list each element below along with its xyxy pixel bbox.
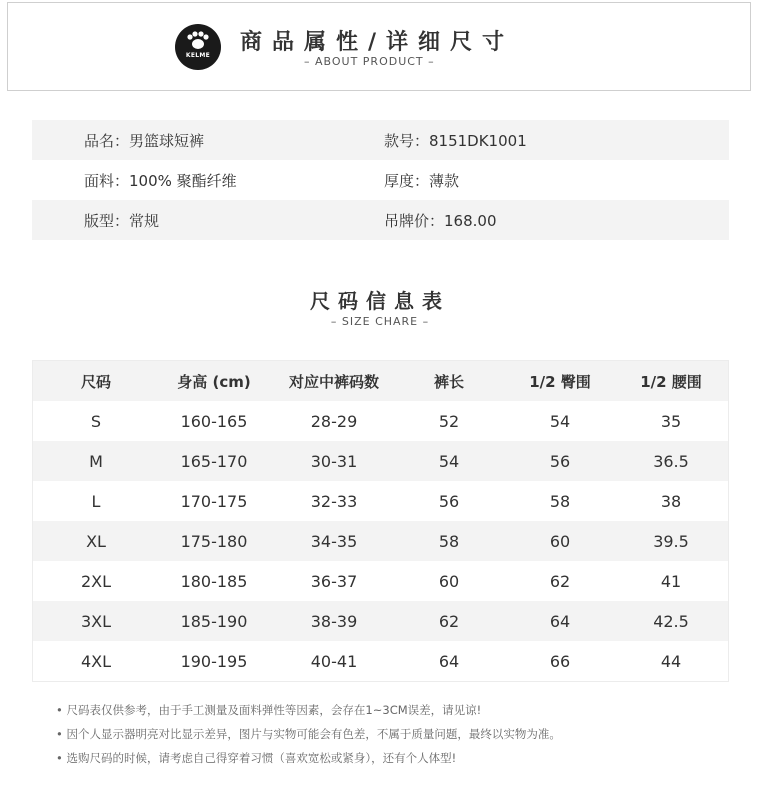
header-cell: 身高 (cm) [177,372,251,391]
header-section [7,2,751,91]
info-row [32,160,729,200]
info-row [32,200,729,240]
table-cell: 36-37 [310,571,358,591]
table-row [33,401,728,441]
table-cell: 58 [438,531,460,551]
product-fabric: 面料：100% 聚酯纤维 [84,171,237,190]
paw-icon [175,24,221,70]
table-cell: 32-33 [310,491,358,511]
header-cell: 尺码 [80,372,111,391]
header-cell: 裤长 [433,372,464,391]
size-chart-table [32,360,729,682]
table-row [33,481,728,521]
table-cell: 2XL [80,571,112,591]
table-cell: 38 [660,491,682,511]
table-cell: 30-31 [310,451,358,471]
table-cell: 44 [660,651,682,671]
table-cell: 3XL [80,611,112,631]
info-row [32,120,729,160]
table-cell: 34-35 [310,531,358,551]
product-fit: 版型：常规 [84,211,160,230]
kelme-logo [175,24,221,70]
note-item: • 因个人显示器明亮对比显示差异，图片与实物可能会有色差，不属于质量问题，最终以实物为准。 [56,727,561,741]
note-item: • 选购尺码的时候，请考虑自己得穿着习惯（喜欢宽松或紧身），还有个人体型! [56,751,457,765]
notes-section [56,700,561,772]
table-cell: 180-185 [180,571,248,591]
header-cell: 对应中裤码数 [288,372,379,391]
logo-text: KELME [185,52,211,59]
table-cell: 54 [549,411,571,431]
table-row [33,561,728,601]
page-title: 商品属性/详细尺寸 [240,30,515,55]
table-header-row [33,361,728,401]
table-cell: 35 [660,411,682,431]
table-cell: 40-41 [310,651,358,671]
table-cell: 38-39 [310,611,358,631]
header-cell: 1/2 臀围 [529,372,591,391]
note-item: • 尺码表仅供参考，由于手工测量及面料弹性等因素，会存在1~3CM误差，请见谅! [56,703,482,717]
table-cell: 58 [549,491,571,511]
table-cell: 66 [549,651,571,671]
table-cell: 62 [549,571,571,591]
table-cell: 185-190 [180,611,248,631]
table-cell: 54 [438,451,460,471]
table-cell: 41 [660,571,682,591]
size-chart-subtitle: – SIZE CHARE – [330,315,430,328]
product-info-table [32,120,729,240]
table-cell: S [90,411,102,431]
table-cell: 60 [549,531,571,551]
table-cell: 56 [549,451,571,471]
table-cell: 60 [438,571,460,591]
table-row [33,641,728,681]
table-cell: 190-195 [180,651,248,671]
page-subtitle: – ABOUT PRODUCT – [304,55,435,68]
table-cell: 52 [438,411,460,431]
table-row [33,601,728,641]
table-cell: 165-170 [180,451,248,471]
product-tag-price: 吊牌价：168.00 [384,211,497,230]
table-cell: 42.5 [653,611,689,631]
table-row [33,521,728,561]
table-cell: 170-175 [180,491,248,511]
table-cell: 28-29 [310,411,358,431]
table-cell: 39.5 [653,531,689,551]
table-cell: XL [86,531,106,551]
header-cell: 1/2 腰围 [640,372,702,391]
product-thickness: 厚度：薄款 [384,171,460,190]
table-cell: 4XL [80,651,112,671]
table-cell: 62 [438,611,460,631]
table-cell: L [91,491,101,511]
product-name: 品名：男篮球短裤 [84,131,205,150]
table-cell: 175-180 [180,531,248,551]
table-cell: M [89,451,103,471]
size-chart-title: 尺码信息表 [310,289,450,313]
product-style-no: 款号：8151DK1001 [384,131,527,150]
table-cell: 56 [438,491,460,511]
table-cell: 160-165 [180,411,248,431]
table-cell: 64 [438,651,460,671]
table-cell: 64 [549,611,571,631]
table-cell: 36.5 [653,451,689,471]
table-row [33,441,728,481]
